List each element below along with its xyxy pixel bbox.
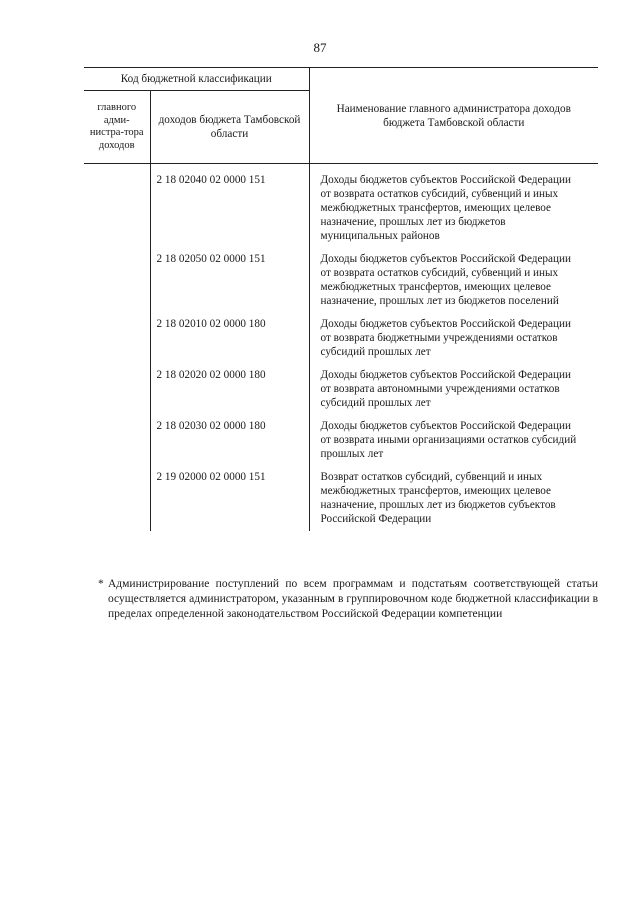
cell-main-admin-code (84, 461, 150, 531)
cell-main-admin-code (84, 359, 150, 410)
cell-income-code: 2 18 02030 02 0000 180 (150, 410, 309, 461)
footnote-text: Администрирование поступлений по всем программам и подстатьям соответствующей статьи осуществляется администратором, указанным в группировочном коде бюджетной классификации в пределах определенной законодательством Российской Федерации компетенции (108, 578, 598, 620)
header-regional-income: доходов бюджета Тамбовской области (150, 91, 309, 164)
header-admin-name-text: Наименование главного администратора доходов бюджета Тамбовской области (336, 102, 571, 129)
cell-income-description: Доходы бюджетов субъектов Российской Федерации от возврата бюджетными учреждениями остатков субсидий прошлых лет (320, 318, 571, 358)
cell-income-code: 2 19 02000 02 0000 151 (150, 461, 309, 531)
table-row (84, 164, 598, 244)
header-main-admin-text: главного адми-нистра-тора доходов (89, 102, 144, 151)
table-row (84, 410, 598, 461)
header-budget-code-group: Код бюджетной классификации (84, 68, 309, 91)
cell-main-admin-code (84, 308, 150, 359)
page-number: 87 (313, 40, 327, 55)
cell-income-description: Доходы бюджетов субъектов Российской Федерации от возврата остатков субсидий, субвенций и иных межбюджетных трансфертов, имеющих целевое назначение, прошлых лет из бюджетов муниципальных районов (320, 174, 571, 242)
cell-income-description: Возврат остатков субсидий, субвенций и иных межбюджетных трансфертов, имеющих целевое назначение, прошлых лет из бюджетов субъектов Российской Федерации (320, 471, 556, 525)
cell-income-code: 2 18 02040 02 0000 151 (150, 164, 309, 244)
budget-classification-table (84, 67, 598, 531)
cell-income-description: Доходы бюджетов субъектов Российской Федерации от возврата автономными учреждениями остатков субсидий прошлых лет (320, 369, 571, 409)
cell-income-code: 2 18 02020 02 0000 180 (150, 359, 309, 410)
table-header (84, 68, 598, 164)
footnote-mark: * (98, 578, 104, 590)
table-row (84, 243, 598, 308)
cell-income-description: Доходы бюджетов субъектов Российской Федерации от возврата остатков субсидий, субвенций и иных межбюджетных трансфертов, имеющих целевое назначение, прошлых лет из бюджетов поселений (320, 253, 571, 307)
cell-income-code: 2 18 02010 02 0000 180 (150, 308, 309, 359)
cell-income-code: 2 18 02050 02 0000 151 (150, 243, 309, 308)
cell-main-admin-code (84, 164, 150, 244)
header-admin-name (309, 68, 598, 164)
cell-main-admin-code (84, 410, 150, 461)
table-row (84, 461, 598, 531)
footnote (98, 577, 598, 622)
table-row (84, 359, 598, 410)
header-main-admin (84, 91, 150, 164)
cell-income-description: Доходы бюджетов субъектов Российской Федерации от возврата иными организациями остатков субсидий прошлых лет (320, 420, 577, 460)
table-row (84, 308, 598, 359)
table-body (84, 164, 598, 532)
cell-main-admin-code (84, 243, 150, 308)
